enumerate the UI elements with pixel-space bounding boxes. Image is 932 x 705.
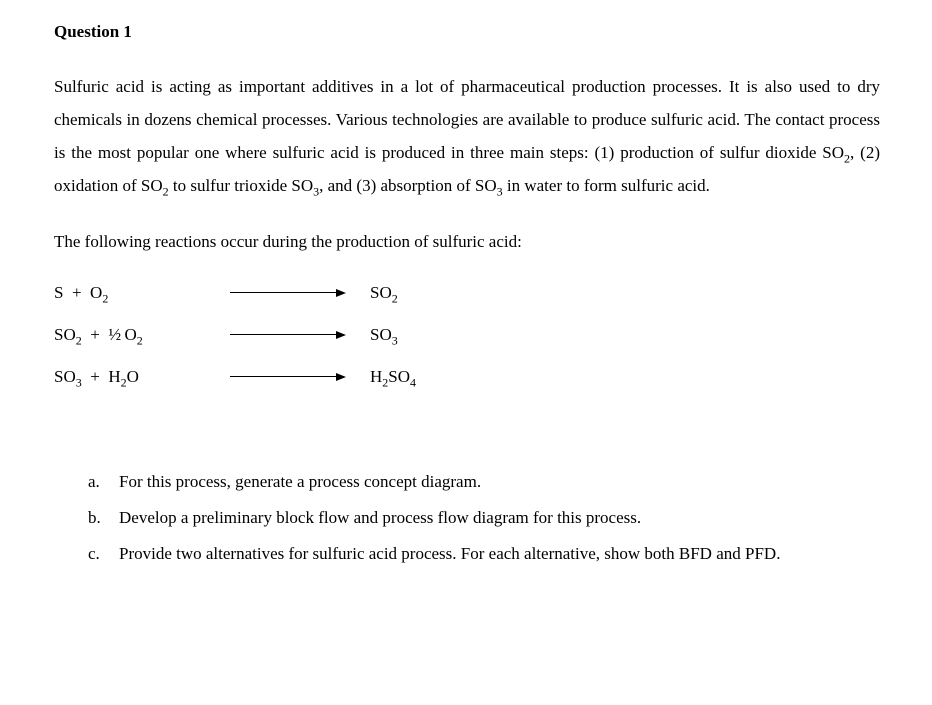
task-text: For this process, generate a process concept diagram.: [119, 471, 482, 491]
task-item: [88, 500, 880, 536]
reaction-arrow-icon: [230, 376, 337, 377]
reaction-products: $H_2SO_4$: [370, 366, 417, 390]
task-label: b.: [88, 507, 101, 527]
reaction-products: $SO_2$: [370, 282, 398, 306]
reactions-intro: The following reactions occur during the production of sulfuric acid:: [54, 231, 522, 251]
reaction-reactants: $SO_2$ + ½ $O_2$: [54, 324, 143, 348]
question-title: Question 1: [54, 22, 132, 41]
task-label: c.: [88, 543, 100, 563]
task-text: Provide two alternatives for sulfuric acid process. For each alternative, show both BFD and PFD.: [119, 543, 781, 563]
tasks-list: [54, 464, 880, 572]
reaction-row: [54, 272, 880, 314]
reaction-products: $SO_3$: [370, 324, 398, 348]
reactions-list: [54, 272, 880, 398]
reaction-row: [54, 356, 880, 398]
question-paragraph: Sulfuric acid is acting as important additives in a lot of pharmaceutical production processes. It is also used to dry chemicals in dozens chemical processes. Various technologies are available to produce sulfuric acid. The contact process is the most popular one where sulfuric acid is produced in three main steps: (1) production of sulfur dioxide $SO_2$, (2) oxidation of $SO_2$ to sulfur trioxide $SO_3$, and (3) absorption of $SO_3$ in water to form sulfuric acid.: [54, 77, 880, 199]
reaction-arrow-icon: [230, 292, 337, 293]
task-item: [88, 536, 880, 572]
reaction-reactants: $S + O_2$: [54, 282, 109, 306]
reaction-row: [54, 314, 880, 356]
reaction-reactants: $SO_3 + H_2O$: [54, 366, 139, 390]
reaction-arrow-icon: [230, 334, 337, 335]
task-label: a.: [88, 471, 100, 491]
task-item: [88, 464, 880, 500]
task-text: Develop a preliminary block flow and process flow diagram for this process.: [119, 507, 642, 527]
